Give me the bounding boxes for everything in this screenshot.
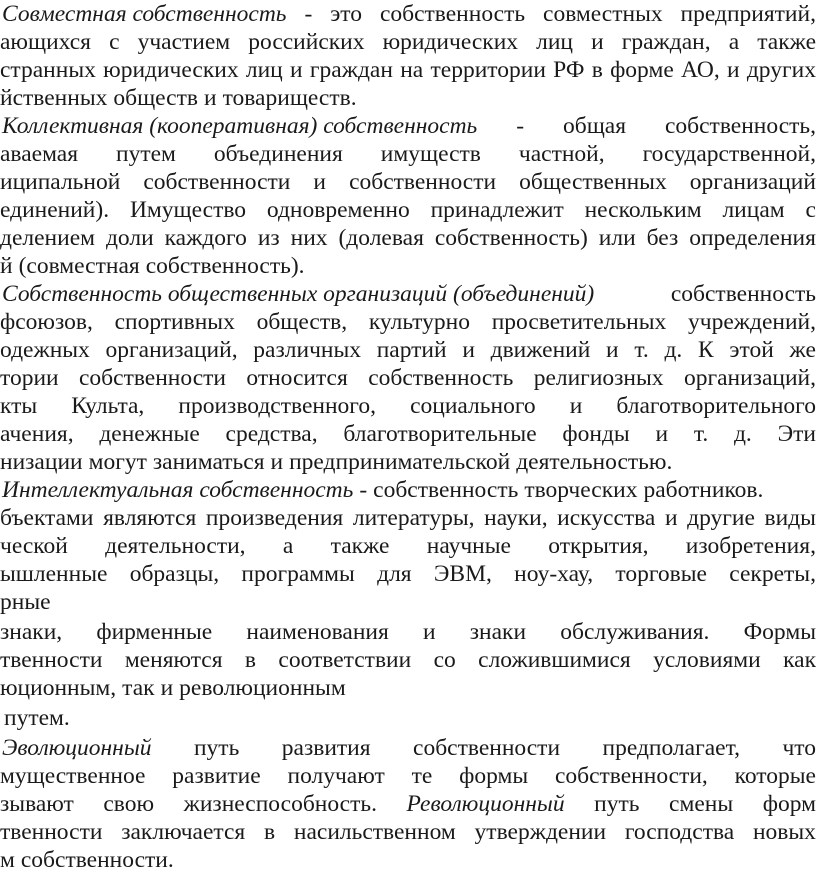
word: обществ	[113, 85, 198, 111]
word: господства	[624, 819, 735, 845]
word: собственность	[379, 1, 526, 27]
word: одежных	[0, 337, 90, 363]
word: т.	[693, 421, 709, 447]
word: территории	[430, 57, 546, 83]
word: предприятий,	[680, 1, 816, 27]
word: государственной,	[642, 141, 816, 167]
word: предпринимательской	[289, 449, 511, 475]
word: другие	[687, 505, 755, 531]
word: условиями	[653, 647, 761, 673]
word: производственного,	[178, 393, 376, 419]
word: (долевая	[338, 225, 424, 251]
word: спортивных	[114, 309, 235, 335]
word: низации	[0, 449, 83, 475]
word: Культа,	[71, 393, 145, 419]
word: каждого	[164, 225, 247, 251]
text-line	[0, 308, 816, 336]
word: граждан,	[621, 29, 711, 55]
word: т.	[634, 337, 649, 363]
word: юционным,	[0, 675, 117, 701]
word: й	[0, 253, 13, 279]
word: лиц	[245, 57, 283, 83]
word: собственности	[143, 169, 291, 195]
word: собственность)	[434, 225, 588, 251]
word: или	[598, 225, 636, 251]
word: виды	[764, 505, 816, 531]
word: и	[423, 619, 436, 645]
word: что	[782, 735, 816, 761]
word: относится	[246, 365, 348, 391]
text-line	[0, 364, 816, 392]
text-line	[0, 846, 816, 874]
term-italic: Революционный	[406, 791, 565, 817]
word: с	[805, 197, 816, 223]
word: религиозных	[533, 365, 664, 391]
text-line	[0, 84, 816, 112]
word: делением	[0, 225, 95, 251]
word: также	[330, 533, 390, 559]
word: и	[591, 29, 604, 55]
word: (совместная	[18, 253, 140, 279]
word: также	[757, 29, 816, 55]
word: те	[411, 763, 433, 789]
word: путь	[594, 791, 640, 817]
word: жизнеспособность.	[183, 791, 377, 817]
word: так	[122, 675, 155, 701]
word: меняются	[124, 647, 223, 673]
word: нескольким	[584, 197, 702, 223]
word: рные	[0, 589, 51, 615]
word: кты	[0, 393, 38, 419]
word: путем.	[4, 705, 70, 731]
word: смены	[669, 791, 734, 817]
text-line	[0, 674, 816, 702]
word: фирменные	[96, 619, 213, 645]
word: и	[160, 675, 174, 701]
word: заключается	[121, 819, 246, 845]
word: ЭВМ,	[433, 561, 492, 587]
word: образцы,	[129, 561, 220, 587]
word: заниматься	[152, 449, 265, 475]
word: странных	[0, 57, 96, 83]
word: ышленные	[0, 561, 108, 587]
word: различных	[253, 337, 361, 363]
text-line	[0, 28, 816, 56]
term-italic: Собственность общественных организаций (объединений)	[2, 281, 595, 307]
word: для	[377, 561, 412, 587]
word: д.	[664, 337, 683, 363]
word: и	[606, 337, 619, 363]
word: ающихся	[0, 29, 91, 55]
word: принадлежит	[430, 197, 564, 223]
word: бъектами	[0, 505, 94, 531]
term-italic: Интеллектуальная собственность	[2, 477, 354, 503]
text-line	[0, 0, 816, 28]
text-line	[0, 392, 816, 420]
word: науки,	[484, 505, 548, 531]
text-line	[0, 704, 816, 732]
word: общая	[562, 113, 627, 139]
word: организаций,	[683, 365, 816, 391]
word: секреты,	[729, 561, 816, 587]
word: обслуживания.	[560, 619, 710, 645]
word: которые	[734, 763, 816, 789]
word: знаки	[469, 619, 527, 645]
word: а	[728, 29, 740, 55]
word: работников.	[643, 477, 764, 503]
word: организаций,	[105, 337, 238, 363]
word: изобретения,	[685, 533, 816, 559]
word: К	[698, 337, 714, 363]
word: собственности	[413, 735, 561, 761]
word: собственности	[349, 169, 497, 195]
word: собственность	[368, 365, 514, 391]
text-line	[0, 818, 816, 846]
word: путь	[193, 735, 240, 761]
word: ноу-хау,	[514, 561, 594, 587]
word: и	[569, 393, 583, 419]
word: как	[783, 647, 816, 673]
word: м	[0, 847, 15, 873]
word: йственных	[0, 85, 108, 111]
word: это	[330, 1, 363, 27]
word: собственности.	[20, 847, 174, 873]
word: обществ,	[256, 309, 348, 335]
word: собственность,	[664, 113, 816, 139]
word: утверждении	[474, 819, 607, 845]
word: искусства	[557, 505, 656, 531]
word: формы	[459, 763, 529, 789]
word: творческих	[524, 477, 638, 503]
text-line	[0, 224, 816, 252]
text-line	[0, 504, 816, 532]
word: насильственном	[293, 819, 456, 845]
word: просветительных	[491, 309, 667, 335]
text-line	[0, 56, 816, 84]
word: предполагает,	[602, 735, 740, 761]
word: юридических	[382, 29, 519, 55]
word: путем	[116, 141, 176, 167]
word: имуществ	[380, 141, 481, 167]
word: собственность	[670, 281, 816, 307]
word: произведения	[205, 505, 344, 531]
text-line	[0, 280, 816, 308]
word: знаки,	[0, 619, 63, 645]
word: д.	[733, 421, 752, 447]
word: мущественное	[0, 763, 146, 789]
word: средства,	[225, 421, 318, 447]
word: со	[433, 647, 456, 673]
text-line	[0, 790, 816, 818]
word: товариществ.	[222, 85, 357, 111]
word: совместных	[543, 1, 663, 27]
word: и	[726, 57, 740, 83]
word: собственности	[79, 365, 226, 391]
text-line	[0, 252, 816, 280]
word: граждан	[309, 57, 393, 83]
word: определения	[689, 225, 816, 251]
term-italic: Коллективная (кооперативная) собственность	[2, 113, 478, 139]
word: лиц	[536, 29, 573, 55]
text-line	[0, 560, 816, 588]
word: и	[203, 85, 217, 111]
word: сложившимися	[478, 647, 631, 673]
word: частной,	[518, 141, 605, 167]
word: движений	[490, 337, 591, 363]
word: а	[282, 533, 294, 559]
word: развитие	[172, 763, 261, 789]
word: фонды	[562, 421, 630, 447]
word: могут	[88, 449, 147, 475]
word: зывают	[0, 791, 74, 817]
word: деятельностью.	[516, 449, 673, 475]
word: них	[290, 225, 328, 251]
word: объединения	[213, 141, 343, 167]
word: новых	[752, 819, 816, 845]
word: благотворительного	[616, 393, 816, 419]
word: учреждений,	[688, 309, 816, 335]
word: лицам	[722, 197, 785, 223]
text-line	[0, 448, 816, 476]
word: без	[646, 225, 679, 251]
text-line	[0, 336, 816, 364]
word: соответствии	[278, 647, 412, 673]
word: партий	[376, 337, 447, 363]
word: в	[591, 57, 603, 83]
word: культурно	[368, 309, 470, 335]
word: тории	[0, 365, 59, 391]
word: Эти	[777, 421, 816, 447]
word: аваемая	[0, 141, 79, 167]
word: же	[789, 337, 816, 363]
text-line	[0, 588, 816, 616]
word: собственность	[373, 477, 519, 503]
word: твенности	[0, 819, 103, 845]
word: доли	[105, 225, 154, 251]
word: и	[664, 505, 678, 531]
word: -	[304, 1, 313, 27]
text-line	[0, 762, 816, 790]
text-line	[0, 476, 816, 504]
word: организаций	[689, 169, 816, 195]
word: форме	[610, 57, 674, 83]
word: юридических	[103, 57, 239, 83]
word: литературы,	[352, 505, 475, 531]
text-line	[0, 140, 816, 168]
word: фсоюзов,	[0, 309, 93, 335]
word: деятельности,	[105, 533, 246, 559]
text-line	[0, 734, 816, 762]
word: и	[462, 337, 475, 363]
word: и	[270, 449, 284, 475]
word: и	[290, 57, 303, 83]
word: иципальной	[0, 169, 121, 195]
term-italic: Эволюционный	[2, 735, 152, 761]
word: Имущество	[129, 197, 247, 223]
word: с	[109, 29, 120, 55]
text-line	[0, 646, 816, 674]
word: научные	[426, 533, 511, 559]
text-line	[0, 112, 816, 140]
word: ческой	[0, 533, 68, 559]
word: других	[746, 57, 816, 83]
word: этой	[729, 337, 774, 363]
word: денежные	[99, 421, 200, 447]
word: Формы	[743, 619, 816, 645]
word: РФ	[553, 57, 585, 83]
text-line	[0, 196, 816, 224]
word: -	[359, 477, 368, 503]
word: и	[655, 421, 669, 447]
word: собственности,	[554, 763, 708, 789]
word: развития	[281, 735, 371, 761]
word: и	[313, 169, 326, 195]
word: благотворительные	[343, 421, 537, 447]
text-line	[0, 532, 816, 560]
text-line	[0, 420, 816, 448]
word: на	[400, 57, 424, 83]
word: участием	[137, 29, 231, 55]
word: свою	[103, 791, 155, 817]
word: АО,	[681, 57, 720, 83]
word: получают	[287, 763, 385, 789]
word: российских	[248, 29, 365, 55]
word: -	[516, 113, 525, 139]
word: программы	[241, 561, 355, 587]
word: являются	[103, 505, 197, 531]
word: в	[264, 819, 276, 845]
word: ачения,	[0, 421, 74, 447]
word: собственность).	[145, 253, 305, 279]
text-line	[0, 168, 816, 196]
text-line	[0, 618, 816, 646]
word: из	[257, 225, 280, 251]
term-italic: Совместная собственность	[2, 1, 287, 27]
word: форм	[762, 791, 816, 817]
word: твенности	[0, 647, 103, 673]
word: единений).	[0, 197, 110, 223]
word: социального	[410, 393, 536, 419]
word: торговые	[615, 561, 707, 587]
word: одновременно	[266, 197, 410, 223]
word: открытия,	[548, 533, 649, 559]
word: революционным	[179, 675, 346, 701]
word: наименования	[246, 619, 389, 645]
word: в	[244, 647, 257, 673]
word: общественных	[519, 169, 667, 195]
